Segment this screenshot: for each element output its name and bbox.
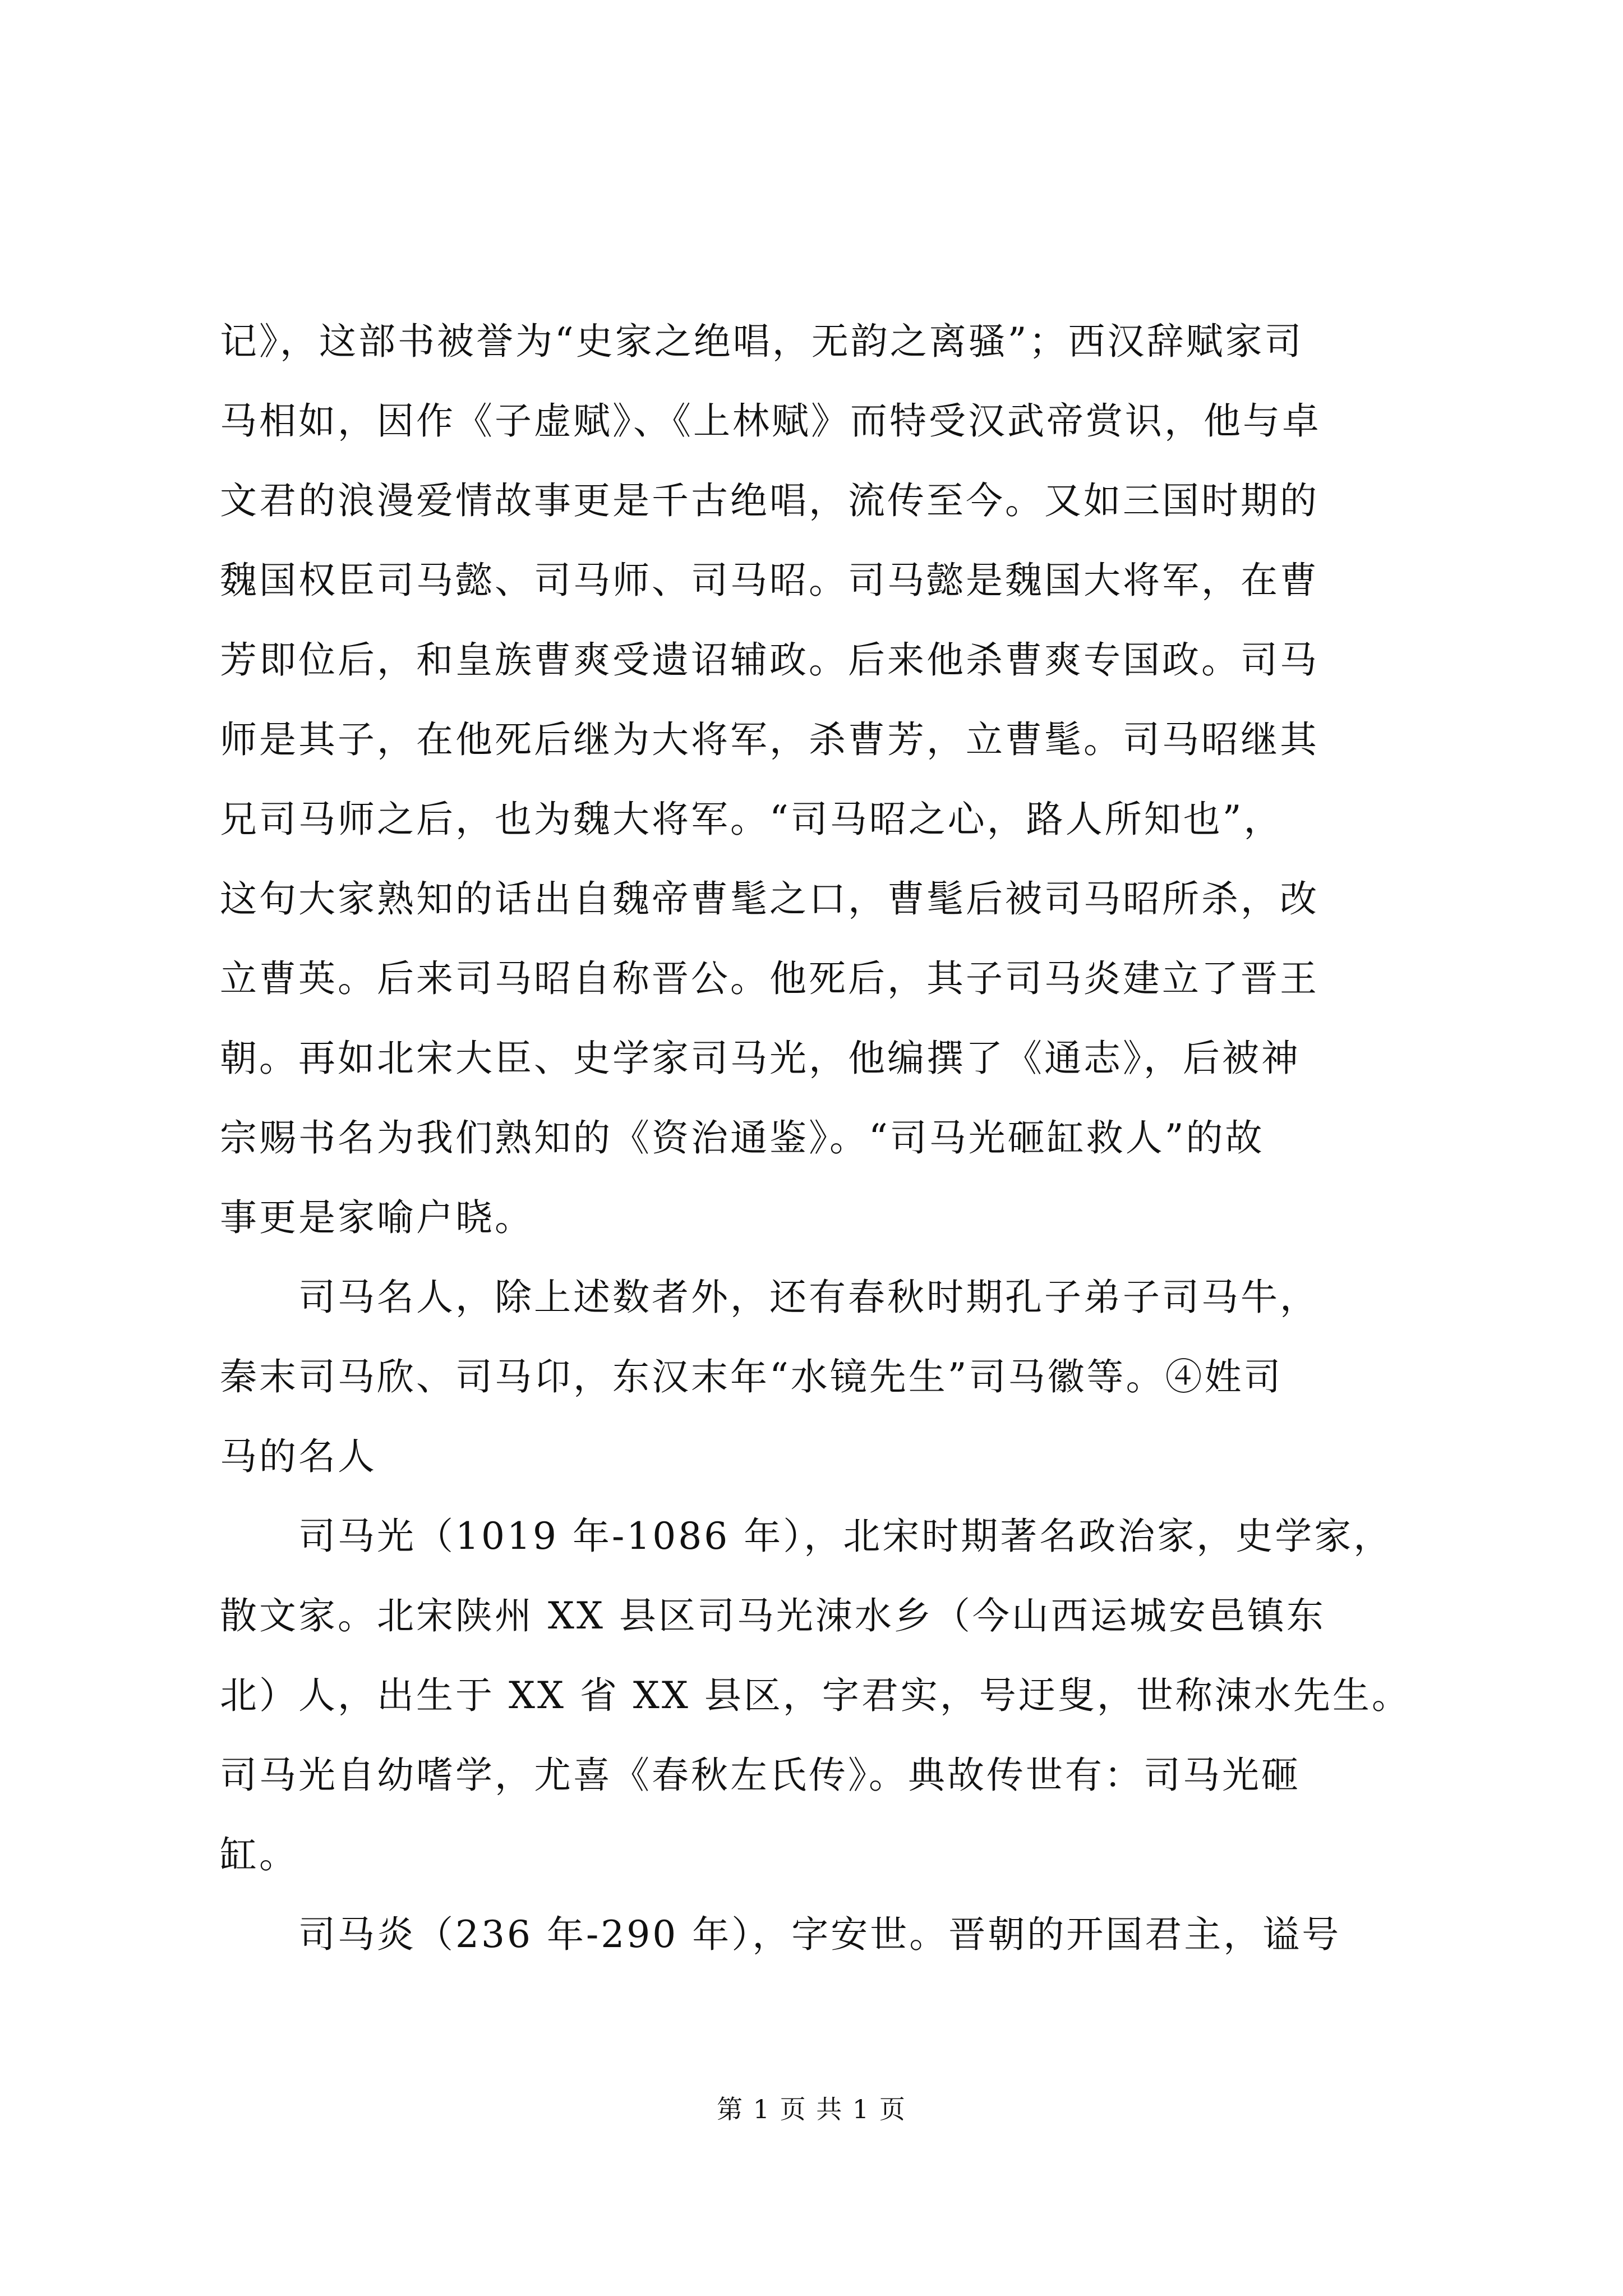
- text-line: 魏国权臣司马懿、司马师、司马昭。司马懿是魏国大将军，在曹: [220, 559, 1319, 602]
- text-line: 这句大家熟知的话出自魏帝曹髦之口，曹髦后被司马昭所杀，改: [220, 877, 1319, 921]
- text-line: 兄司马师之后，也为魏大将军。“司马昭之心，路人所知也”，: [220, 798, 1283, 841]
- text-line: 秦末司马欣、司马卬，东汉末年“水镜先生”司马徽等。④姓司: [220, 1355, 1283, 1398]
- text-line: 师是其子，在他死后继为大将军，杀曹芳，立曹髦。司马昭继其: [220, 718, 1319, 761]
- text-line: 朝。再如北宋大臣、史学家司马光，他编撰了《通志》，后被神: [220, 1037, 1301, 1080]
- text-line: 文君的浪漫爱情故事更是千古绝唱，流传至今。又如三国时期的: [220, 479, 1319, 522]
- paragraph-start-line: 司马炎（236 年-290 年），字安世。晋朝的开国君主，谥号: [220, 1913, 1341, 1956]
- paragraph-start-line: 司马名人，除上述数者外，还有春秋时期孔子弟子司马牛，: [220, 1276, 1319, 1319]
- page-footer: [0, 2092, 1623, 2126]
- paragraph-start-line: 司马光（1019 年-1086 年），北宋时期著名政治家，史学家，: [220, 1515, 1393, 1558]
- text-line: 缸。: [220, 1833, 298, 1876]
- text-line: 马相如，因作《子虚赋》、《上林赋》而特受汉武帝赏识，他与卓: [220, 399, 1321, 443]
- text-line: 立曹英。后来司马昭自称晋公。他死后，其子司马炎建立了晋王: [220, 957, 1319, 1000]
- text-line: 马的名人: [220, 1435, 377, 1478]
- text-line: 事更是家喻户晓。: [220, 1196, 534, 1239]
- text-line: 司马光自幼嗜学，尤喜《春秋左氏传》。典故传世有：司马光砸: [220, 1754, 1301, 1797]
- text-line: 记》，这部书被誉为“史家之绝唱，无韵之离骚”；西汉辞赋家司: [220, 320, 1304, 363]
- text-line: 北）人，出生于 XX 省 XX 县区，字君实，号迂叟，世称涑水先生。: [220, 1674, 1411, 1717]
- text-line: 散文家。北宋陕州 XX 县区司马光涑水乡（今山西运城安邑镇东: [220, 1594, 1326, 1637]
- text-line: 宗赐书名为我们熟知的《资治通鉴》。“司马光砸缸救人”的故: [220, 1116, 1265, 1159]
- document-body: [220, 302, 1414, 1975]
- page-number-label: 第 1 页 共 1 页: [717, 2094, 906, 2124]
- text-line: 芳即位后，和皇族曹爽受遗诏辅政。后来他杀曹爽专国政。司马: [220, 638, 1319, 682]
